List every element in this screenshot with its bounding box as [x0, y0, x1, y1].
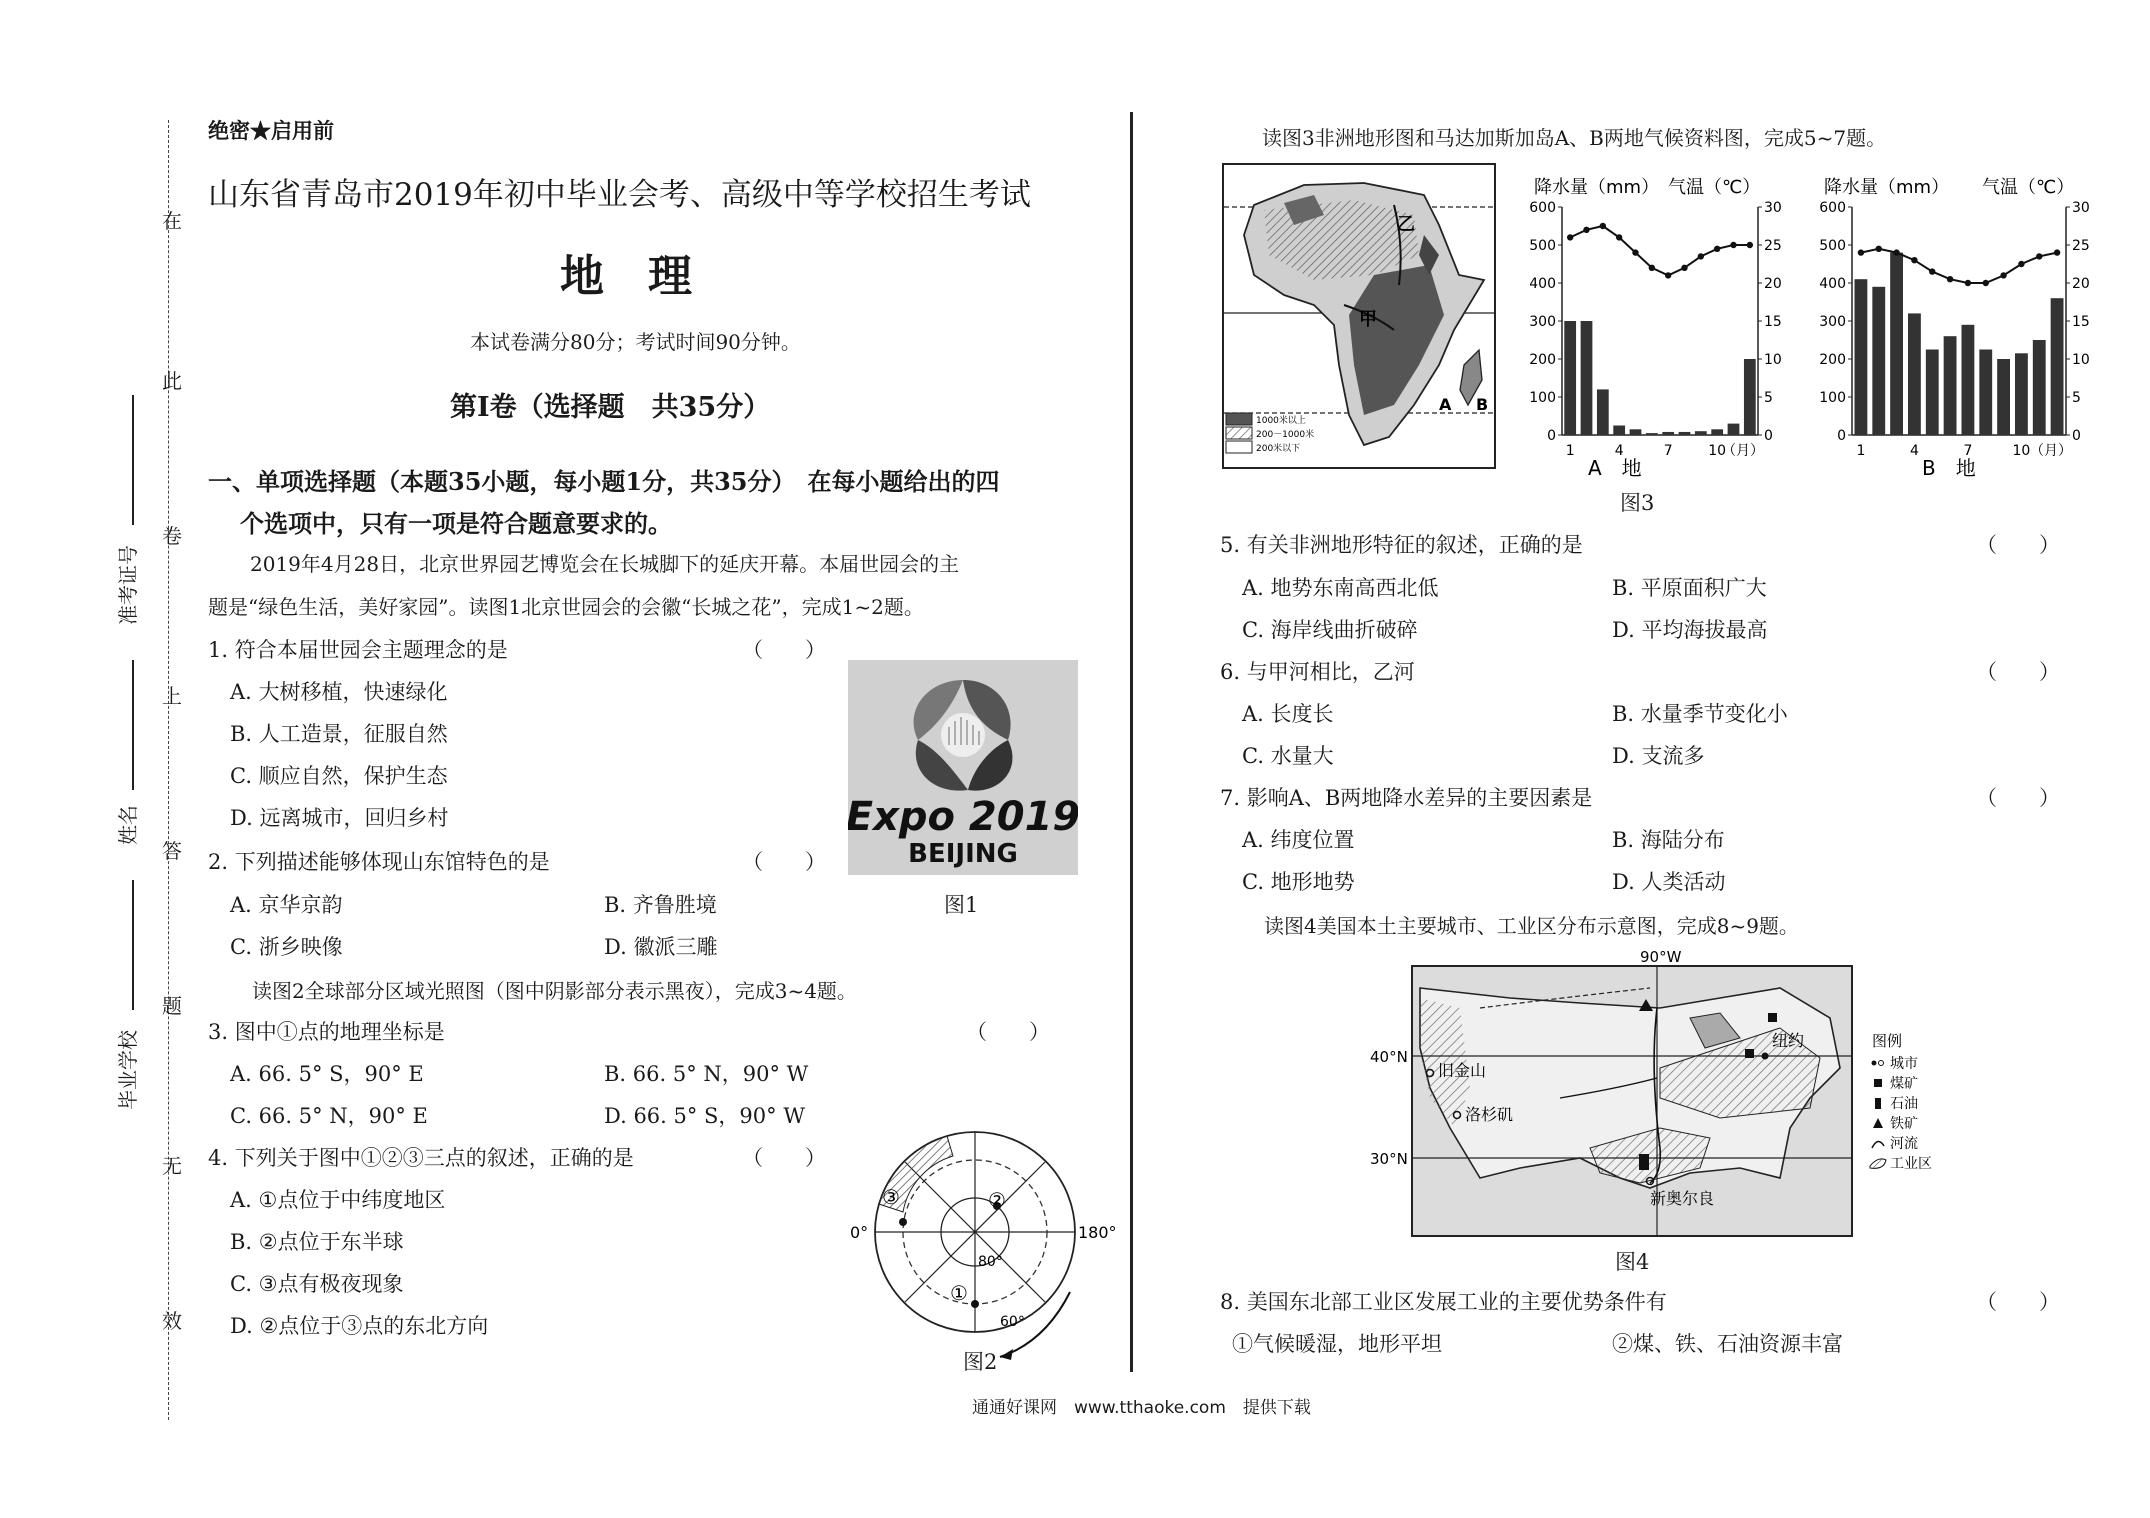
answer-paren[interactable]: （ ） [742, 638, 826, 662]
option-b[interactable]: B. ②点位于东半球 [230, 1230, 404, 1254]
precip-bar [1613, 426, 1625, 436]
y2-tick-label: 25 [2072, 238, 2090, 254]
city-losangeles-label: 洛杉矶 [1465, 1105, 1514, 1124]
option-c[interactable]: C. 海岸线曲折破碎 [1242, 618, 1418, 642]
y-tick-label: 600 [1529, 200, 1556, 216]
precip-bar [1630, 429, 1642, 435]
option-c[interactable]: C. 浙乡映像 [230, 935, 343, 959]
legend-coal: 煤矿 [1890, 1076, 1918, 1092]
temp-point [1929, 268, 1935, 274]
question-7-stem: 7. 影响A、B两地降水差异的主要因素是 [1220, 786, 1593, 810]
option-c[interactable]: C. 66. 5° N，90° E [230, 1104, 428, 1128]
river-jia-label: 甲 [1359, 309, 1377, 330]
binding-char: 此 [162, 369, 182, 393]
y2-tick-label: 15 [1764, 314, 1782, 330]
precip-bar [1872, 287, 1885, 435]
school-label: 毕业学校 [116, 1030, 140, 1110]
legend-river: 河流 [1890, 1136, 1918, 1152]
lat-30n-label: 30°N [1370, 1150, 1408, 1168]
option-b[interactable]: B. 人工造景，征服自然 [230, 722, 448, 746]
y2-tick-label: 0 [2072, 428, 2081, 444]
exam-title: 山东省青岛市2019年初中毕业会考、高级中等学校招生考试 [208, 177, 1031, 213]
intro-text: 题是“绿色生活，美好家园”。读图1北京世园会的会徽“长城之花”，完成1~2题。 [208, 595, 924, 619]
legend-oil: 石油 [1890, 1096, 1918, 1112]
y-tick-label: 100 [1529, 390, 1556, 406]
option-b[interactable]: B. 齐鲁胜境 [604, 893, 717, 917]
point-3-label: ③ [882, 1185, 900, 1209]
temp-point [1714, 246, 1720, 252]
precip-bar [1597, 389, 1609, 435]
y-tick-label: 500 [1819, 238, 1846, 254]
temp-point [2036, 253, 2042, 259]
precip-bar [1961, 325, 1974, 435]
lat-80-label: 80° [978, 1254, 1003, 1270]
y2-tick-label: 30 [1764, 200, 1782, 216]
footer-download[interactable]: 通通好课网 www.tthaoke.com 提供下载 [972, 1398, 1311, 1418]
temp-point [1649, 265, 1655, 271]
climate-chart-b [1812, 175, 2112, 485]
option-b[interactable]: B. 平原面积广大 [1612, 576, 1767, 600]
question-8-stem: 8. 美国东北部工业区发展工业的主要优势条件有 [1220, 1290, 1667, 1314]
precip-bar [1581, 321, 1593, 435]
temp-point [1665, 272, 1671, 278]
precip-bar [2033, 340, 2046, 435]
answer-paren[interactable]: （ ） [966, 1020, 1050, 1044]
binding-char: 上 [162, 684, 182, 708]
school-blank[interactable] [132, 880, 134, 1010]
name-blank[interactable] [132, 660, 134, 790]
section-title: 第Ⅰ卷（选择题 共35分） [450, 392, 771, 423]
precip-bar [1728, 424, 1740, 435]
temp-line [1570, 226, 1750, 275]
y-tick-label: 500 [1529, 238, 1556, 254]
exam-info: 本试卷满分80分；考试时间90分钟。 [470, 330, 801, 354]
temp-point [1876, 246, 1882, 252]
subject-title: 地 理 [560, 251, 692, 302]
option-c[interactable]: C. 水量大 [1242, 744, 1334, 768]
temp-point [1747, 242, 1753, 248]
temp-point [1911, 257, 1917, 263]
figure-3-caption: 图3 [1620, 491, 1655, 515]
y-tick-label: 0 [1837, 428, 1846, 444]
y-tick-label: 400 [1819, 276, 1846, 292]
precip-bar [1695, 431, 1707, 435]
question-3-stem: 3. 图中①点的地理坐标是 [208, 1020, 445, 1044]
precip-bar [1744, 359, 1756, 435]
x-tick-label: 1 [1565, 443, 1575, 459]
precip-bar [1662, 432, 1674, 435]
y2-tick-label: 20 [2072, 276, 2090, 292]
x-unit-label: （月） [1722, 443, 1764, 459]
option-c[interactable]: C. ③点有极夜现象 [230, 1272, 404, 1296]
question-1-stem: 1. 符合本届世园会主题理念的是 [208, 638, 508, 662]
chart-b-title: B 地 [1922, 456, 1976, 480]
binding-char: 在 [162, 209, 182, 233]
option-d[interactable]: D. 人类活动 [1612, 870, 1726, 894]
option-d[interactable]: D. 平均海拔最高 [1612, 618, 1768, 642]
city-newyork-label: 纽约 [1772, 1031, 1805, 1050]
precip-bar [1997, 359, 2010, 435]
y2-tick-label: 25 [1764, 238, 1782, 254]
option-c[interactable]: C. 顺应自然，保护生态 [230, 764, 448, 788]
id-number-blank[interactable] [132, 395, 134, 525]
chart-a-temp-header: 气温（℃） [1668, 177, 1761, 198]
legend-iron: 铁矿 [1890, 1116, 1918, 1132]
option-a[interactable]: A. 大树移植，快速绿化 [230, 680, 448, 704]
temp-point [1567, 234, 1573, 240]
chart-a-title: A 地 [1588, 456, 1642, 480]
answer-paren[interactable]: （ ） [742, 1146, 826, 1170]
temp-point [1632, 249, 1638, 255]
precip-bar [1646, 433, 1658, 435]
temp-point [1893, 249, 1899, 255]
y-tick-label: 400 [1529, 276, 1556, 292]
id-number-label: 准考证号 [116, 545, 140, 625]
temp-point [1983, 280, 1989, 286]
lat-60-label: 60° [1000, 1314, 1025, 1330]
option-c[interactable]: C. 地形地势 [1242, 870, 1355, 894]
chart-a-precip-header: 降水量（mm） [1534, 177, 1660, 198]
x-tick-label: 7 [1963, 443, 1973, 459]
temp-point [1858, 249, 1864, 255]
y-tick-label: 100 [1819, 390, 1846, 406]
question-5-stem: 5. 有关非洲地形特征的叙述，正确的是 [1220, 533, 1583, 557]
figure-3-africa-map [1222, 163, 1496, 469]
point-1-label: ① [950, 1281, 968, 1305]
question-4-stem: 4. 下列关于图中①②③三点的叙述，正确的是 [208, 1146, 634, 1170]
y2-tick-label: 0 [1764, 428, 1773, 444]
chart-b-precip-header: 降水量（mm） [1824, 177, 1950, 198]
y2-tick-label: 5 [1764, 390, 1773, 406]
intro-text: 2019年4月28日，北京世界园艺博览会在长城脚下的延庆开幕。本届世园会的主 [250, 552, 960, 576]
y-tick-label: 300 [1529, 314, 1556, 330]
legend-high: 1000米以上 [1256, 416, 1306, 426]
legend-mid: 200－1000米 [1256, 430, 1315, 440]
y-tick-label: 300 [1819, 314, 1846, 330]
city-neworleans-label: 新奥尔良 [1650, 1189, 1715, 1208]
part1-heading: 一、单项选择题（本题35小题，每小题1分，共35分） 在每小题给出的四 [208, 467, 1000, 496]
flower-logo-icon [848, 660, 1078, 875]
x-unit-label: （月） [2030, 443, 2072, 459]
y2-tick-label: 10 [1764, 352, 1782, 368]
point-2-label: ② [988, 1188, 1006, 1212]
precip-bar [1854, 279, 1867, 435]
option-b[interactable]: B. 水量季节变化小 [1612, 702, 1788, 726]
figure-4-usa-map [1360, 948, 1980, 1248]
option-d[interactable]: D. 支流多 [1612, 744, 1705, 768]
temp-point [1616, 234, 1622, 240]
figure-2-polar-diagram [850, 1120, 1120, 1365]
binding-char: 题 [162, 994, 182, 1018]
logo-beijing-text: BEIJING [908, 839, 1018, 869]
option-a[interactable]: A. 地势东南高西北低 [1242, 576, 1439, 600]
option-a[interactable]: A. 纬度位置 [1242, 828, 1355, 852]
x-tick-label: 10 [1708, 443, 1727, 459]
x-tick-label: 4 [1614, 443, 1624, 459]
temp-point [2018, 261, 2024, 267]
lon-0-label: 0° [850, 1223, 869, 1242]
temp-point [1681, 265, 1687, 271]
legend-industry: 工业区 [1890, 1156, 1932, 1172]
temp-point [1583, 227, 1589, 233]
x-tick-label: 1 [1856, 443, 1866, 459]
binding-char: 答 [162, 839, 182, 863]
option-d[interactable]: D. ②点位于③点的东北方向 [230, 1314, 489, 1338]
x-tick-label: 4 [1909, 443, 1919, 459]
question-6-stem: 6. 与甲河相比，乙河 [1220, 660, 1415, 684]
figure-4-caption: 图4 [1615, 1250, 1650, 1274]
legend-city: 城市 [1890, 1056, 1918, 1072]
y2-tick-label: 5 [2072, 390, 2081, 406]
answer-paren[interactable]: （ ） [1976, 533, 2060, 557]
answer-paren[interactable]: （ ） [1976, 786, 2060, 810]
confidential-mark: 绝密★启用前 [208, 118, 334, 143]
name-label: 姓名 [116, 805, 140, 845]
binding-dashed-line [168, 120, 169, 1420]
chart-b-temp-header: 气温（℃） [1982, 177, 2075, 198]
x-tick-label: 10 [2012, 443, 2031, 459]
question-2-stem: 2. 下列描述能够体现山东馆特色的是 [208, 850, 550, 874]
temp-point [1730, 242, 1736, 248]
legend-title: 图例 [1872, 1032, 1903, 1050]
temp-point [1600, 223, 1606, 229]
option-a[interactable]: A. ①点位于中纬度地区 [230, 1188, 446, 1212]
precip-bar [1564, 321, 1576, 435]
y2-tick-label: 10 [2072, 352, 2090, 368]
temp-point [2054, 249, 2060, 255]
climate-chart-a [1518, 175, 1793, 485]
option-a[interactable]: A. 京华京韵 [230, 893, 343, 917]
temp-point [1698, 253, 1704, 259]
answer-paren[interactable]: （ ） [742, 850, 826, 874]
option-a[interactable]: A. 66. 5° S，90° E [230, 1062, 424, 1086]
precip-bar [1890, 253, 1903, 435]
temp-point [1947, 276, 1953, 282]
legend-low: 200米以下 [1256, 444, 1301, 454]
y-tick-label: 200 [1819, 352, 1846, 368]
y-tick-label: 0 [1547, 428, 1556, 444]
figure-2-caption: 图2 [963, 1350, 998, 1374]
binding-char: 效 [162, 1309, 182, 1333]
intro-text: 读图4美国本土主要城市、工业区分布示意图，完成8~9题。 [1264, 914, 1799, 938]
y2-tick-label: 15 [2072, 314, 2090, 330]
temp-point [1965, 280, 1971, 286]
lon-90w-label: 90°W [1640, 948, 1682, 966]
option-d[interactable]: D. 徽派三雕 [604, 935, 718, 959]
answer-paren[interactable]: （ ） [1976, 1290, 2060, 1314]
point-b-label: B [1476, 395, 1489, 414]
intro-text: 读图2全球部分区域光照图（图中阴影部分表示黑夜），完成3~4题。 [252, 979, 857, 1003]
binding-char: 卷 [162, 524, 182, 548]
city-sanfrancisco-label: 旧金山 [1438, 1061, 1487, 1080]
option-b[interactable]: B. 66. 5° N，90° W [604, 1062, 809, 1086]
y2-tick-label: 20 [1764, 276, 1782, 292]
y-tick-label: 200 [1529, 352, 1556, 368]
precip-bar [1679, 432, 1691, 435]
temp-point [2000, 272, 2006, 278]
intro-text: 读图3非洲地形图和马达加斯加岛A、B两地气候资料图，完成5~7题。 [1262, 126, 1887, 150]
precip-bar [2015, 353, 2028, 435]
answer-paren[interactable]: （ ） [1976, 660, 2060, 684]
y-tick-label: 600 [1819, 200, 1846, 216]
precip-bar [2051, 298, 2064, 435]
lat-40n-label: 40°N [1370, 1048, 1408, 1066]
lon-180-label: 180° [1078, 1223, 1117, 1242]
option-b[interactable]: B. 海陆分布 [1612, 828, 1725, 852]
binding-char: 无 [162, 1154, 182, 1178]
option-a[interactable]: A. 长度长 [1242, 702, 1334, 726]
point-a-label: A [1439, 395, 1452, 414]
column-divider [1130, 112, 1133, 1372]
precip-bar [1944, 336, 1957, 435]
precip-bar [1979, 350, 1992, 436]
option-d[interactable]: D. 66. 5° S，90° W [604, 1104, 805, 1128]
figure-1-caption: 图1 [944, 893, 979, 917]
y2-tick-label: 30 [2072, 200, 2090, 216]
precip-bar [1711, 429, 1723, 435]
option-1[interactable]: ①气候暖湿，地形平坦 [1232, 1332, 1442, 1356]
precip-bar [1926, 350, 1939, 436]
option-d[interactable]: D. 远离城市，回归乡村 [230, 806, 449, 830]
logo-expo-text: Expo 2019 [848, 794, 1078, 840]
x-tick-label: 7 [1663, 443, 1673, 459]
precip-bar [1908, 313, 1921, 435]
part1-heading-cont: 个选项中，只有一项是符合题意要求的。 [240, 509, 672, 538]
option-2[interactable]: ②煤、铁、石油资源丰富 [1612, 1332, 1843, 1356]
river-yi-label: 乙 [1397, 214, 1415, 235]
figure-1-logo [848, 660, 1078, 875]
